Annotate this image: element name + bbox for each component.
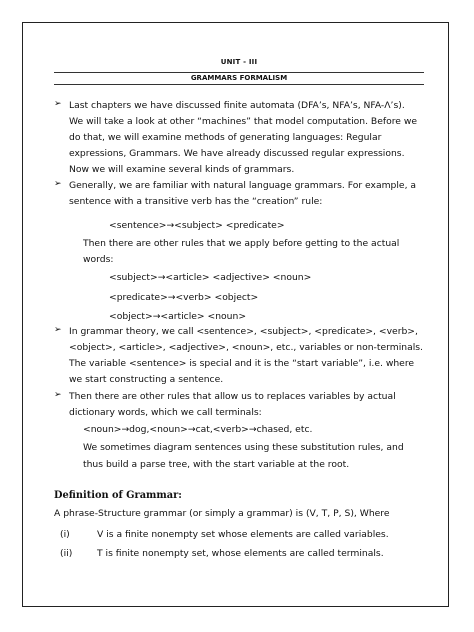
paragraph-line: words: <box>83 254 114 265</box>
paragraph-line: dictionary words, which we call terminals: <box>69 407 262 418</box>
paragraph-line: Then there are other rules that allow us to replaces variables by actual <box>69 391 396 402</box>
paragraph-line: We will take a look at other “machines” that model computation. Before we <box>69 116 418 127</box>
section-title: GRAMMARS FORMALISM <box>54 72 424 85</box>
unit-title: UNIT - III <box>220 58 258 66</box>
paragraph-line: Last chapters we have discussed finite automata (DFA’s, NFA’s, NFA-Λ’s). <box>69 100 405 111</box>
grammar-rule: <noun>→dog,<noun>→cat,<verb>→chased, etc. <box>83 424 313 435</box>
paragraph-line: thus build a parse tree, with the start variable at the root. <box>83 459 350 470</box>
definition-item-number: (i) <box>60 529 70 540</box>
paragraph-line: Now we will examine several kinds of grammars. <box>69 164 295 175</box>
bullet-arrow-icon: ➢ <box>54 325 62 335</box>
paragraph-line: sentence with a transitive verb has the “creation” rule: <box>69 196 323 207</box>
paragraph-line: Generally, we are familiar with natural language grammars. For example, a <box>69 180 417 191</box>
bullet-arrow-icon: ➢ <box>54 99 62 109</box>
paragraph-line: we start constructing a sentence. <box>69 374 224 385</box>
paragraph-line: The variable <sentence> is special and it is the “start variable”, i.e. where <box>69 358 415 369</box>
bullet-arrow-icon: ➢ <box>54 179 62 189</box>
paragraph-line: expressions, Grammars. We have already discussed regular expressions. <box>69 148 405 159</box>
definition-item-text: T is finite nonempty set, whose elements are called terminals. <box>97 548 384 559</box>
bullet-arrow-icon: ➢ <box>54 390 62 400</box>
definition-intro: A phrase-Structure grammar (or simply a grammar) is (V, T, P, S), Where <box>54 508 390 519</box>
grammar-rule: <subject>→<article> <adjective> <noun> <box>109 272 312 283</box>
paragraph-line: do that, we will examine methods of generating languages: Regular <box>69 132 382 143</box>
grammar-rule: <predicate>→<verb> <object> <box>109 292 259 303</box>
definition-heading: Definition of Grammar: <box>54 490 182 501</box>
definition-item-text: V is a finite nonempty set whose elements are called variables. <box>97 529 389 540</box>
paragraph-line: We sometimes diagram sentences using these substitution rules, and <box>83 442 404 453</box>
definition-item-number: (ii) <box>60 548 73 559</box>
paragraph-line: Then there are other rules that we apply before getting to the actual <box>83 238 400 249</box>
paragraph-line: <object>, <article>, <adjective>, <noun>, etc., variables or non-terminals. <box>69 342 423 353</box>
grammar-rule: <sentence>→<subject> <predicate> <box>109 220 285 231</box>
grammar-rule: <object>→<article> <noun> <box>109 311 247 322</box>
paragraph-line: In grammar theory, we call <sentence>, <subject>, <predicate>, <verb>, <box>69 326 418 337</box>
